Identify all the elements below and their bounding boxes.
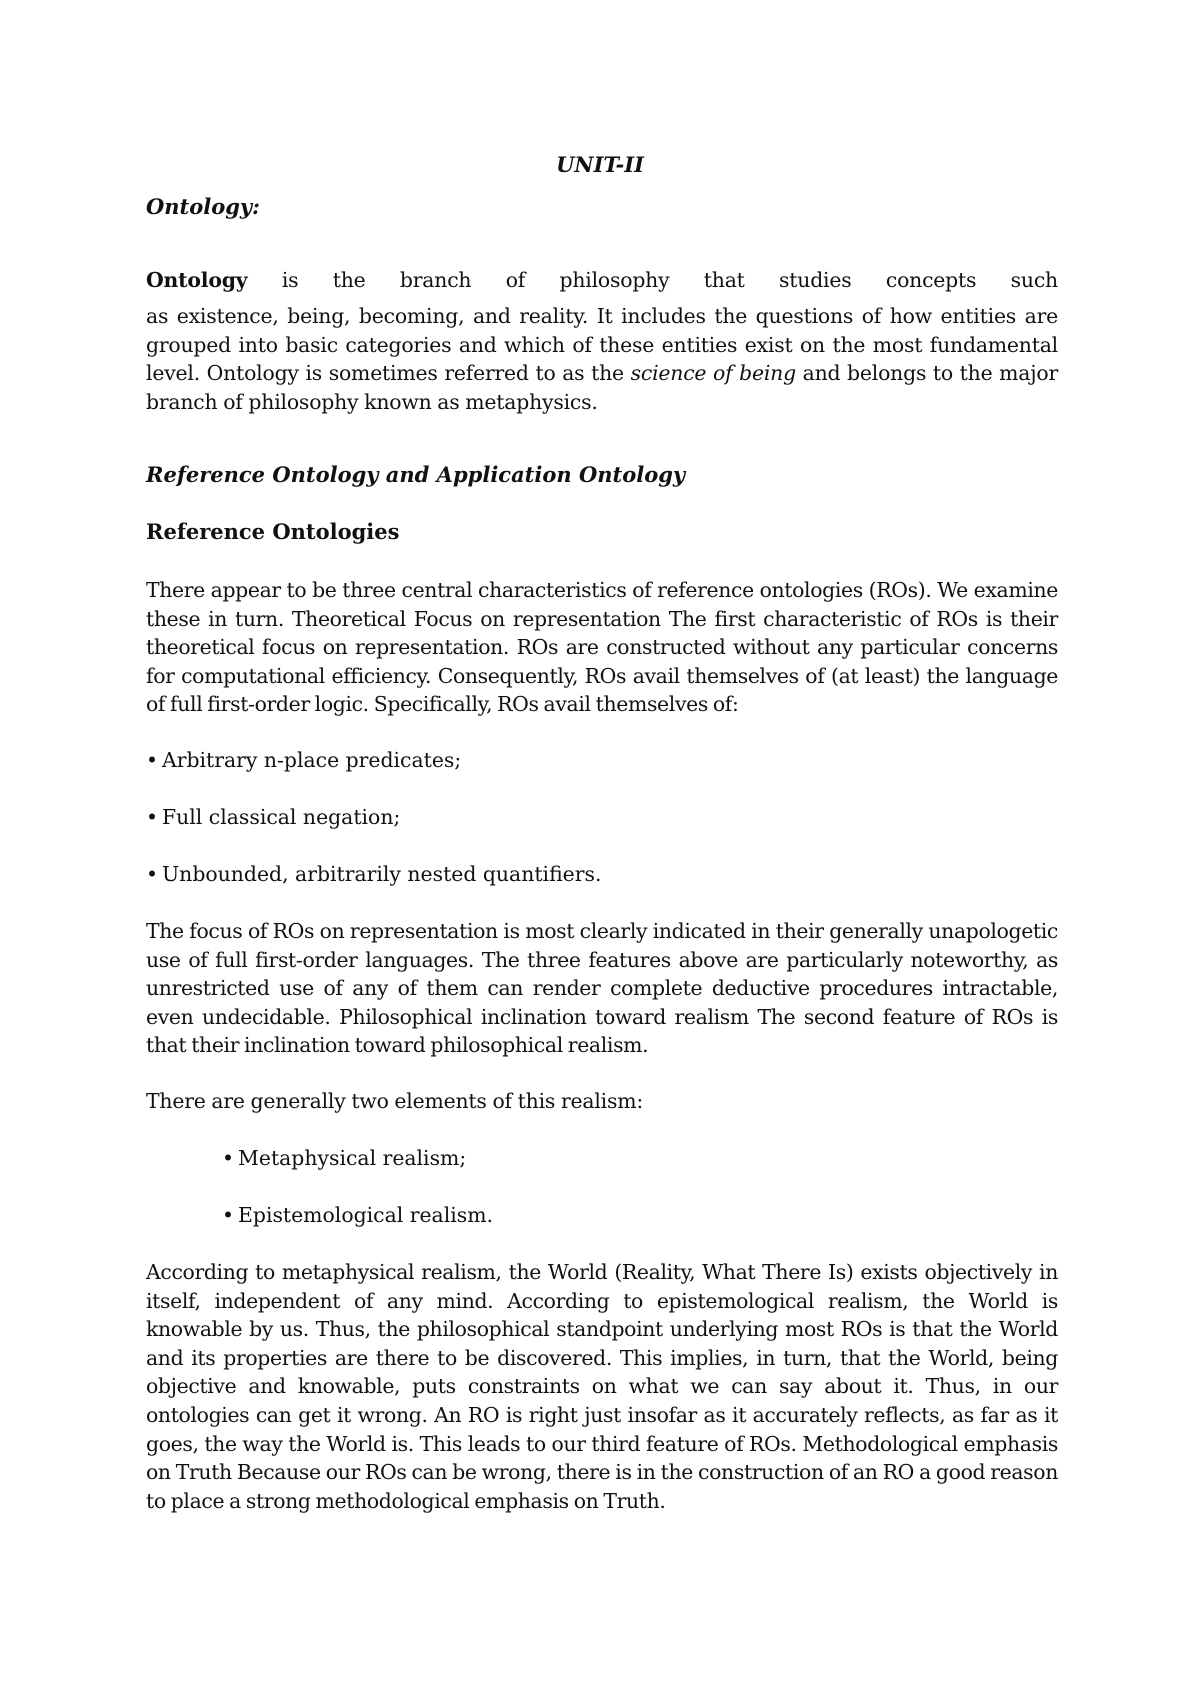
ontology-term: Ontology [146, 268, 248, 292]
bullet-item [146, 746, 461, 775]
intro-paragraph [146, 302, 1058, 416]
bullet-text: Full classical negation; [162, 805, 401, 829]
bullet-text: Arbitrary n-place predicates; [162, 748, 462, 772]
bullet-item [146, 803, 400, 832]
bullet-glyph: • [222, 1203, 235, 1227]
bullet-glyph: • [146, 805, 159, 829]
ref-ontologies-heading: Reference Ontologies [146, 519, 400, 544]
intro-first-line [146, 266, 1058, 295]
bullet-glyph: • [222, 1146, 235, 1170]
intro-text-before: as existence, being, becoming, and reality. It includes the questions of how entities are grouped into basic categories and which of these entities exist on the most fundamental level. Ontology is sometimes referred to as the [146, 304, 1058, 386]
bullet-item [222, 1201, 493, 1230]
metaphysical-paragraph: According to metaphysical realism, the World (Reality, What There Is) exists objectively in itself, independent of any mind. According to epistemological realism, the World is knowable by us. Thus, the philosophical standpoint underlying most ROs is that the World and its properties are there to be discovered. This implies, in turn, that the World, being objective and knowable, puts constraints on what we can say about it. Thus, in our ontologies can get it wrong. An RO is right just insofar as it accurately reflects, as far as it goes, the way the World is. This leads to our third feature of ROs. Methodological emphasis on Truth Because our ROs can be wrong, there is in the construction of an RO a good reason to place a strong methodological emphasis on Truth. [146, 1260, 1058, 1513]
bullet-glyph: • [146, 748, 159, 772]
characteristics-paragraph: There appear to be three central characteristics of reference ontologies (ROs). We examine these in turn. Theoretical Focus on representation The first characteristic of ROs is their theoretical focus on representation. ROs are constructed without any particular concerns for computational efficiency. Consequently, ROs avail themselves of (at least) the language of full first-order logic. Specifically, ROs avail themselves of: [146, 578, 1058, 717]
bullet-glyph: • [146, 862, 159, 886]
bullet-text: Unbounded, arbitrarily nested quantifiers. [162, 862, 602, 886]
intro-line1-rest: is the branch of philosophy that studies concepts such [247, 268, 1058, 292]
science-of-being: science of being [630, 361, 796, 386]
unit-title: UNIT-II [556, 152, 644, 177]
bullet-text: Epistemological realism. [238, 1203, 494, 1227]
ref-app-heading: Reference Ontology and Application Ontology [146, 462, 686, 487]
focus-paragraph: The focus of ROs on representation is most clearly indicated in their generally unapologetic use of full first-order languages. The three features above are particularly noteworthy, as unrestricted use of any of them can render complete deductive procedures intractable, even undecidable. Philosophical inclination toward realism The second feature of ROs is that their inclination toward philosophical realism. [146, 919, 1058, 1058]
bullet-text: Metaphysical realism; [238, 1146, 467, 1170]
intro-text-after: and belongs to the major branch of philosophy known as metaphysics. [146, 361, 1058, 414]
ontology-heading: Ontology: [146, 194, 260, 219]
bullet-item [222, 1144, 466, 1173]
two-elements-paragraph: There are generally two elements of this realism: [146, 1089, 644, 1113]
bullet-item [146, 860, 601, 889]
